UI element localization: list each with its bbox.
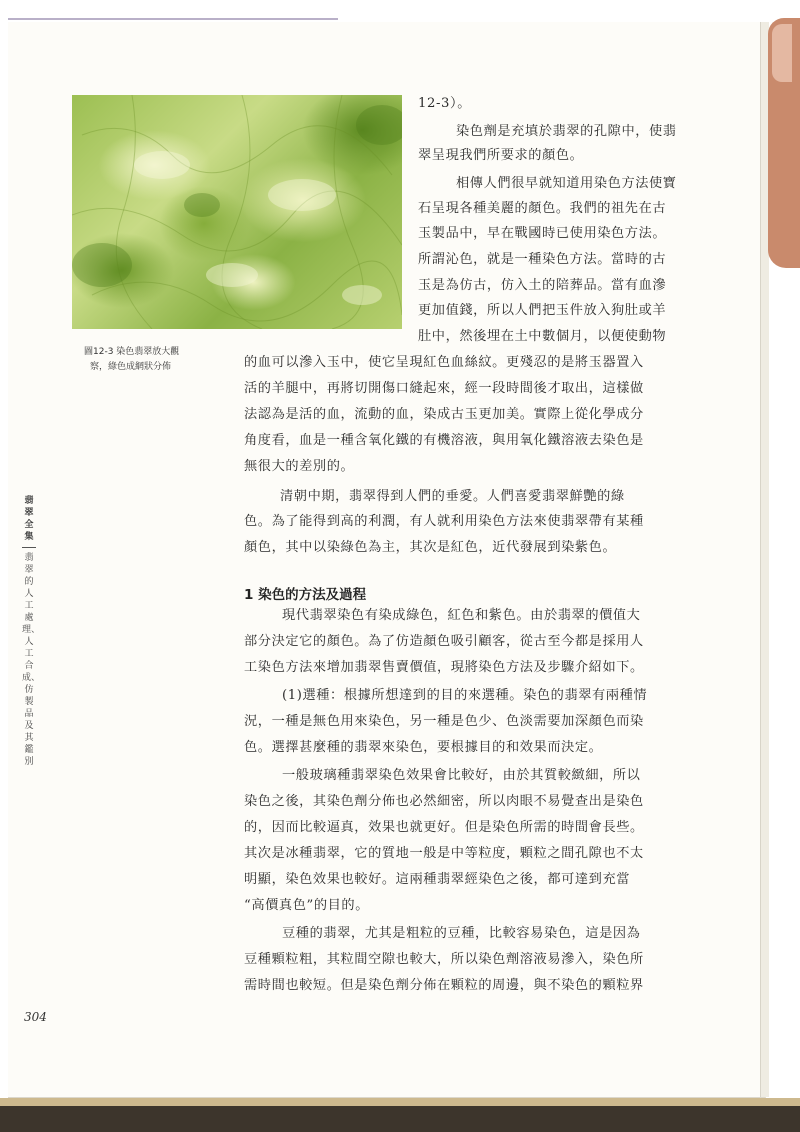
- figure-caption: [84, 345, 224, 375]
- text-line: 豆種的翡翠，尤其是粗粒的豆種，比較容易染色，這是因為: [282, 926, 641, 941]
- text-line: 一般玻璃種翡翠染色效果會比較好，由於其質較緻細，所以: [282, 768, 641, 783]
- text-line: 顏色，其中以染綠色為主，其次是紅色，近代發展到染紫色。: [244, 540, 617, 555]
- text-line: 肚中，然後埋在土中數個月，以便使動物: [418, 329, 667, 344]
- caption-line-1: 圖12-3 染色翡翠放大觀: [84, 347, 180, 357]
- text-line: 其次是冰種翡翠，它的質地一般是中等粒度，顆粒之間孔隙也不太: [244, 846, 644, 861]
- text-line: 工染色方法來增加翡翠售賣價值，現將染色方法及步驟介紹如下。: [244, 660, 644, 675]
- text-line: 更加值錢，所以人們把玉件放入狗肚或羊: [418, 303, 667, 318]
- page-number: 304: [24, 1010, 47, 1024]
- side-chapter-title: 翡翠的人工處理、人工合成、仿製品及其鑑別: [22, 553, 41, 767]
- text-line: 現代翡翠染色有染成綠色，紅色和紫色。由於翡翠的價值大: [282, 608, 641, 623]
- text-line: 法認為是活的血，流動的血，染成古玉更加美。實際上從化學成分: [244, 407, 644, 422]
- text-line: 玉製品中，早在戰國時已使用染色方法。: [418, 226, 667, 241]
- text-line: 色。為了能得到高的利潤，有人就利用染色方法來使翡翠帶有某種: [244, 514, 644, 529]
- text-line: 所謂沁色，就是一種染色方法。當時的古: [418, 252, 667, 267]
- text-line: 部分決定它的顏色。為了仿造顏色吸引顧客，從古至今都是採用人: [244, 634, 644, 649]
- text-line: 的，因而比較逼真，效果也就更好。但是染色所需的時間會長些。: [244, 820, 644, 835]
- text-line: 12-3）。: [418, 96, 472, 111]
- text-line: “高價真色”的目的。: [244, 898, 369, 913]
- text-line: 石呈現各種美麗的顏色。我們的祖先在古: [418, 201, 667, 216]
- scan-top-line: [8, 18, 338, 20]
- photo-texture: [72, 95, 402, 329]
- text-line: 相傳人們很早就知道用染色方法使寶: [456, 176, 677, 191]
- book-spine-shadow: [0, 1106, 800, 1132]
- text-line: 玉是為仿古，仿入土的陪葬品。當有血滲: [418, 278, 667, 293]
- text-line: 況，一種是無色用來染色，另一種是色少、色淡需要加深顏色而染: [244, 714, 644, 729]
- text-line: 角度看，血是一種含氧化鐵的有機溶液，與用氧化鐵溶液去染色是: [244, 433, 644, 448]
- section-heading: 1 染色的方法及過程: [244, 587, 367, 603]
- caption-line-2: 察，綠色成網狀分佈: [90, 362, 172, 372]
- text-line: 色。選擇甚麼種的翡翠來染色，要根據目的和效果而決定。: [244, 740, 603, 755]
- text-line: (1)選種：根據所想達到的目的來選種。染色的翡翠有兩種情: [282, 688, 648, 703]
- text-line: 需時間也較短。但是染色劑分佈在顆粒的周邊，與不染色的顆粒界: [244, 978, 644, 993]
- text-line: 無很大的差別的。: [244, 459, 355, 474]
- text-line: 的血可以滲入玉中，使它呈現紅色血絲紋。更殘忍的是將玉器置入: [244, 355, 644, 370]
- text-line: 活的羊腿中，再將切開傷口縫起來，經一段時間後才取出，這樣做: [244, 381, 644, 396]
- thumbnail-highlight: [772, 24, 792, 82]
- text-line: 染色之後，其染色劑分佈也必然細密，所以肉眼不易覺查出是染色: [244, 794, 644, 809]
- dyed-jadeite-photo: [72, 95, 402, 329]
- side-divider: [22, 547, 36, 548]
- side-running-title: [22, 495, 41, 768]
- text-line: 翠呈現我們所要求的顏色。: [418, 148, 584, 163]
- text-line: 清朝中期，翡翠得到人們的垂愛。人們喜愛翡翠鮮艷的綠: [280, 489, 625, 504]
- text-line: 染色劑是充填於翡翠的孔隙中，使翡: [456, 124, 677, 139]
- side-series-title: 翡翠全集: [24, 496, 34, 542]
- text-line: 明顯，染色效果也較好。這兩種翡翠經染色之後，都可達到充當: [244, 872, 631, 887]
- text-line: 豆種顆粒粗，其粒間空隙也較大，所以染色劑溶液易滲入，染色所: [244, 952, 644, 967]
